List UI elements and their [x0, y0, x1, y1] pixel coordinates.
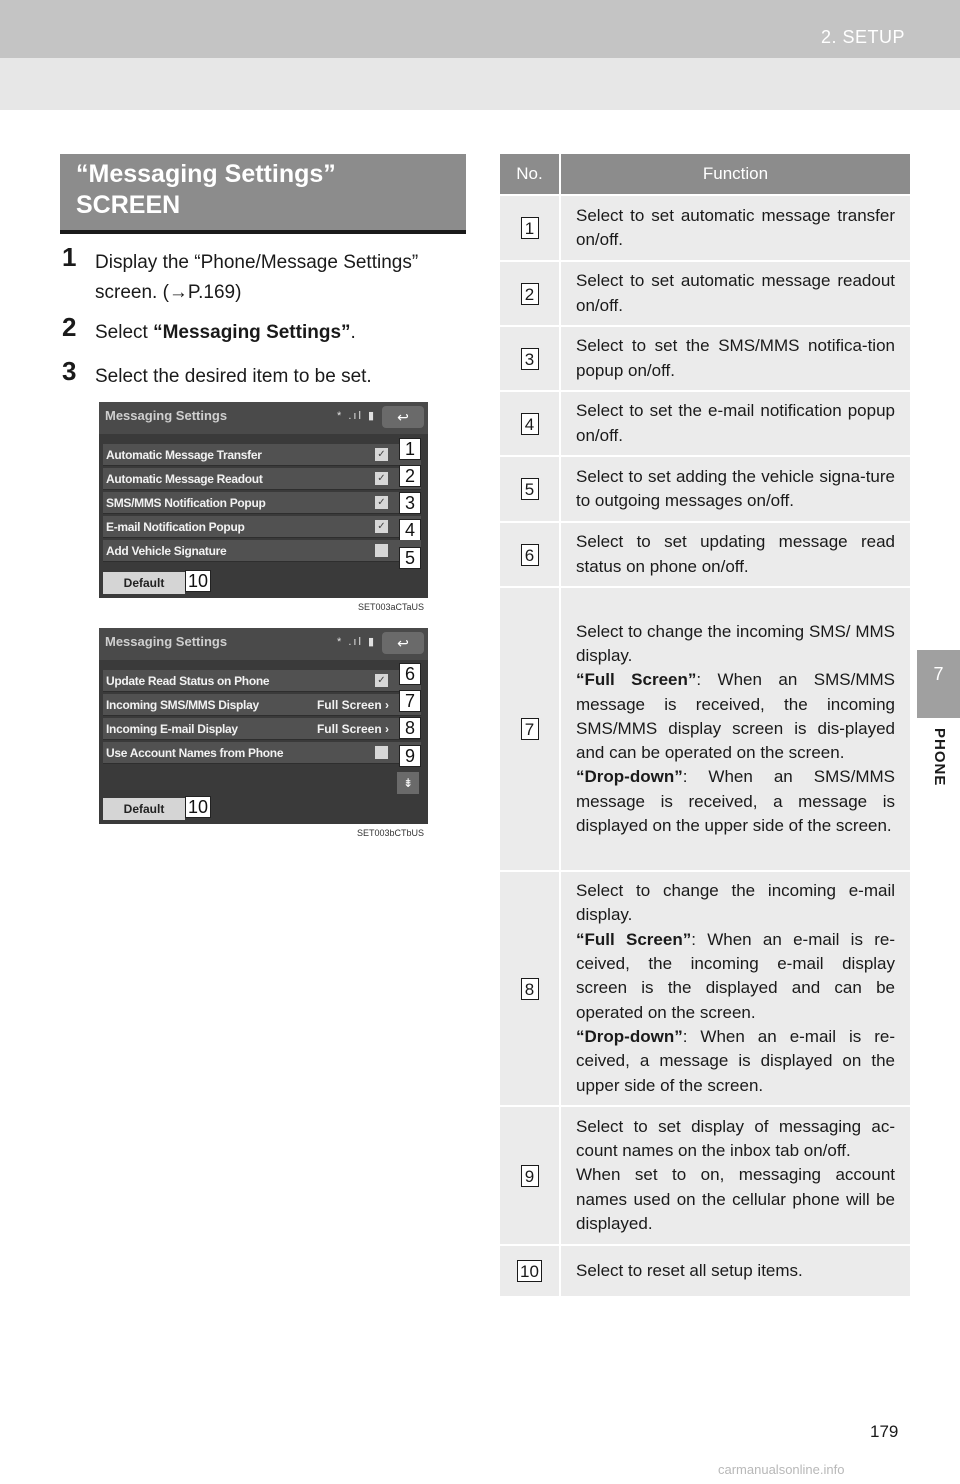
option-description: : When an e-mail is re-ceived, the incoming e-mail display screen is the displayed and can be operated on the screen.: [576, 929, 895, 1022]
callout-badge: 1: [399, 438, 421, 460]
function-text: When set to on, messaging account names used on the cellular phone will be displayed.: [576, 1165, 895, 1233]
row-number-cell: [500, 195, 560, 261]
step-number: 3: [62, 356, 77, 386]
function-cell: Select to set automatic message transfer on/off.: [560, 195, 910, 261]
setting-label: E-mail Notification Popup: [106, 520, 245, 534]
step-text-line: screen. (→P.169): [95, 282, 242, 303]
row-number-cell: [500, 587, 560, 871]
option-name: “Full Screen”: [576, 670, 697, 690]
function-cell: [560, 587, 910, 871]
chapter-number: 7: [933, 664, 944, 684]
heading-line-2: SCREEN: [76, 191, 181, 219]
row-number-cell: [500, 871, 560, 1106]
scroll-down-button[interactable]: ⇟: [397, 772, 419, 794]
option-description: : When an SMS/MMS message is received, a message is displayed on the upper side of the screen.: [576, 767, 895, 836]
setting-row[interactable]: [103, 540, 421, 568]
section-title: 2. SETUP: [820, 27, 905, 47]
function-text: [576, 1025, 895, 1098]
setting-row[interactable]: [103, 664, 421, 692]
step-text: Select the desired item to be set.: [95, 366, 372, 387]
function-cell: [560, 871, 910, 1106]
table-row: [500, 456, 910, 522]
setting-row[interactable]: [103, 468, 421, 490]
setting-label: Incoming SMS/MMS Display: [106, 698, 259, 712]
chapter-tab[interactable]: [917, 650, 960, 718]
function-text: [576, 668, 895, 765]
table-row: [500, 1245, 910, 1296]
function-text: [576, 928, 895, 1025]
setting-row[interactable]: [103, 492, 421, 514]
option-description: : When an SMS/MMS message is received, the incoming SMS/MMS display screen is dis-played and can be operated on the screen.: [576, 670, 896, 763]
row-number-cell: [500, 1245, 560, 1296]
callout-badge: 8: [399, 717, 421, 739]
setting-value: Full Screen ›: [316, 722, 389, 736]
setting-value: Full Screen ›: [316, 698, 389, 712]
setting-label: Automatic Message Readout: [106, 472, 263, 486]
checkbox[interactable]: ✓: [375, 674, 388, 687]
table-row: [500, 871, 910, 1106]
row-number-cell: [500, 391, 560, 456]
callout-badge: 6: [399, 663, 421, 685]
setting-row[interactable]: [103, 742, 421, 764]
step-text-suffix: .: [350, 322, 356, 343]
callout-badge: 7: [399, 690, 421, 712]
step-text-line: Display the “Phone/Message Settings”: [95, 252, 419, 273]
row-number: 1: [521, 217, 539, 239]
step-text: [95, 248, 475, 308]
function-cell: Select to set adding the vehicle signa-ture to outgoing messages on/off.: [560, 456, 910, 522]
function-cell: Select to set automatic message readout on/off.: [560, 261, 910, 326]
callout-badge: 4: [399, 519, 421, 541]
checkbox[interactable]: ✓: [375, 472, 388, 485]
setting-row[interactable]: [103, 718, 421, 740]
row-number: 10: [517, 1260, 542, 1282]
row-number: 8: [521, 978, 539, 1000]
step-text: [95, 318, 475, 348]
checkbox[interactable]: [375, 544, 388, 557]
default-button[interactable]: Default: [103, 798, 185, 820]
step-text-bold: “Messaging Settings”: [153, 322, 351, 343]
setting-label: SMS/MMS Notification Popup: [106, 496, 266, 510]
checkbox[interactable]: ✓: [375, 448, 388, 461]
row-number: 7: [521, 718, 539, 740]
callout-badge: 10: [185, 796, 211, 818]
row-number-cell: [500, 456, 560, 522]
setting-label: Update Read Status on Phone: [106, 674, 270, 688]
step-number: 2: [62, 312, 77, 342]
table-row: [500, 261, 910, 326]
image-code: SET003bCTbUS: [356, 828, 424, 838]
row-number: 5: [521, 478, 539, 500]
heading-line-1: “Messaging Settings”: [76, 160, 336, 188]
function-text: [576, 765, 895, 838]
setting-label: Automatic Message Transfer: [106, 448, 262, 462]
function-cell: Select to set updating message read status on phone on/off.: [560, 522, 910, 587]
function-text: Select to set display of messaging ac-count names on the inbox tab on/off.: [576, 1116, 895, 1161]
step-number: 1: [62, 242, 77, 272]
page-number: 179: [870, 1422, 899, 1441]
callout-badge: 10: [185, 570, 211, 592]
function-text: Select to change the incoming e-mail display.: [576, 881, 895, 925]
checkbox[interactable]: ✓: [375, 520, 388, 533]
row-number-cell: [500, 1106, 560, 1245]
option-name: “Full Screen”: [576, 929, 692, 949]
row-number-cell: [500, 261, 560, 326]
setting-row[interactable]: [103, 691, 421, 716]
status-icons: * .ıl ▮: [337, 636, 377, 648]
column-header-no: No.: [500, 154, 560, 195]
screen-title-bar: [99, 628, 428, 660]
option-name: “Drop-down”: [576, 1026, 683, 1046]
chapter-label: PHONE: [931, 728, 948, 787]
row-number-cell: [500, 522, 560, 587]
status-icons: * .ıl ▮: [337, 410, 377, 422]
table-row: [500, 522, 910, 587]
header-bar: [0, 0, 960, 58]
function-cell: [560, 1106, 910, 1245]
row-number: 9: [521, 1165, 539, 1187]
table-row: [500, 195, 910, 261]
option-description: : When an e-mail is re-ceived, a message is displayed on the upper side of the screen.: [576, 1026, 895, 1095]
row-number: 2: [521, 283, 539, 305]
column-header-function: Function: [560, 154, 910, 195]
section-heading: [60, 154, 466, 230]
callout-badge: 3: [399, 492, 421, 514]
heading-rule: [60, 230, 466, 234]
function-cell: Select to reset all setup items.: [560, 1245, 910, 1296]
step-text-prefix: Select: [95, 322, 154, 343]
back-button[interactable]: ↩: [382, 406, 424, 428]
table-row: [500, 391, 910, 456]
callout-badge: 2: [399, 465, 421, 487]
default-button[interactable]: Default: [103, 572, 185, 594]
screen-title: Messaging Settings: [105, 408, 228, 423]
watermark: carmanualsonline.info: [718, 1462, 845, 1477]
row-number-cell: [500, 326, 560, 391]
row-number: 3: [521, 348, 539, 370]
callout-badge: 9: [399, 745, 421, 767]
function-cell: Select to set the SMS/MMS notifica-tion popup on/off.: [560, 326, 910, 391]
screen-title: Messaging Settings: [105, 634, 228, 649]
callout-badge: 5: [399, 547, 421, 569]
checkbox[interactable]: [375, 746, 388, 759]
screen-title-bar: [99, 402, 428, 434]
row-number: 4: [521, 413, 539, 435]
setting-label: Add Vehicle Signature: [106, 544, 227, 558]
function-text: Select to change the incoming SMS/ MMS display.: [576, 621, 895, 665]
setting-label: Incoming E-mail Display: [106, 722, 238, 736]
table-header-row: [500, 154, 910, 195]
table-row: [500, 326, 910, 391]
table-row: [500, 587, 910, 871]
checkbox[interactable]: ✓: [375, 496, 388, 509]
setting-label: Use Account Names from Phone: [106, 746, 284, 760]
header-sub-bar: [0, 58, 960, 110]
table-row: [500, 1106, 910, 1245]
setting-row[interactable]: [103, 516, 421, 538]
image-code: SET003aCTaUS: [357, 602, 424, 612]
back-button[interactable]: ↩: [382, 632, 424, 654]
function-cell: Select to set the e-mail notification popup on/off.: [560, 391, 910, 456]
option-name: “Drop-down”: [576, 767, 683, 787]
screenshot-messaging-settings-1: [99, 402, 428, 612]
setting-row[interactable]: [103, 439, 421, 466]
screenshot-messaging-settings-2: [99, 628, 428, 838]
function-table: [500, 154, 910, 1296]
row-number: 6: [521, 544, 539, 566]
